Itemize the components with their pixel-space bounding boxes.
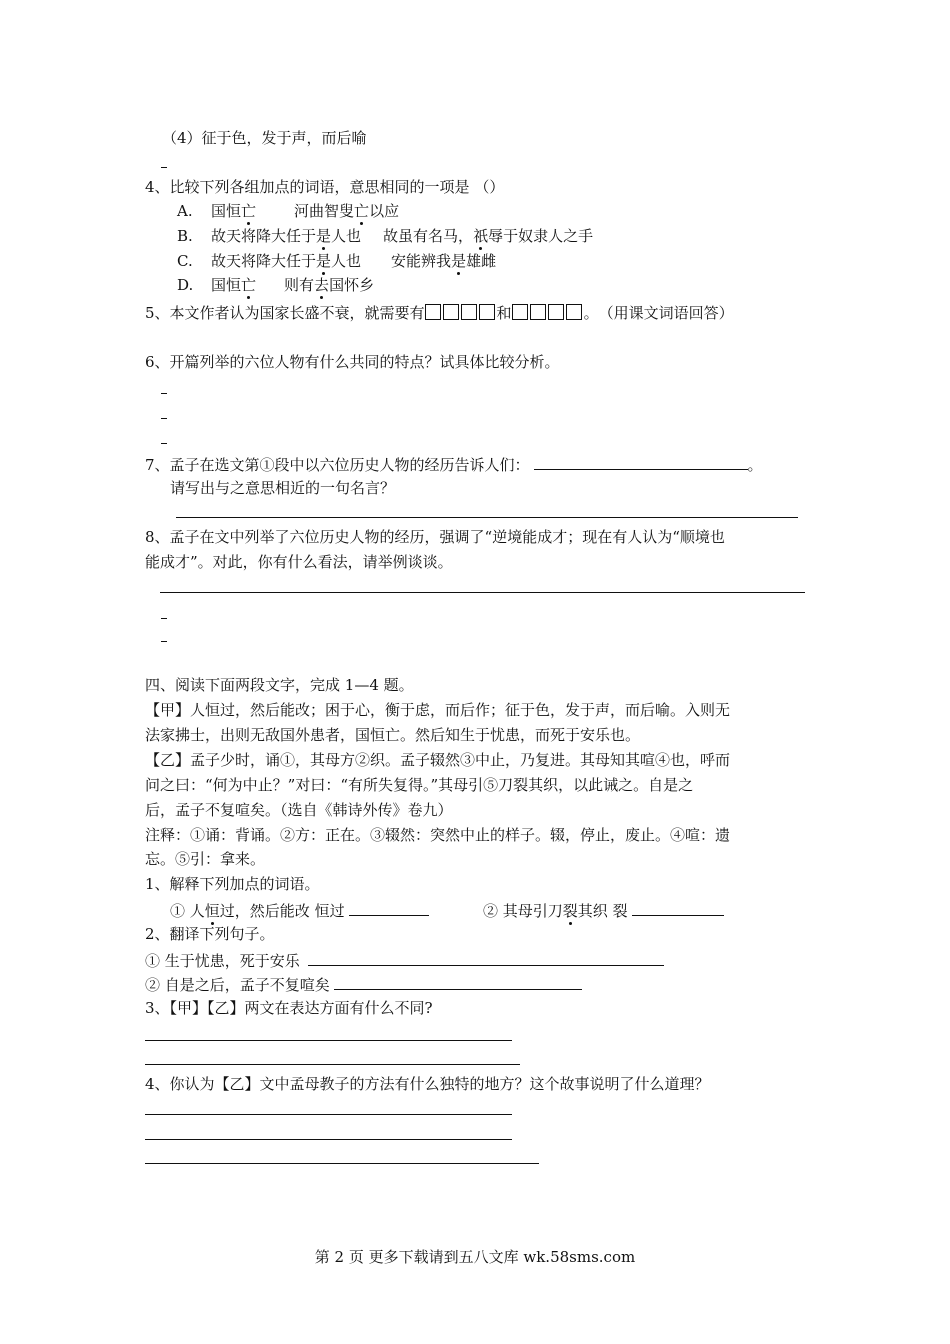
answer-line (160, 592, 805, 593)
q8-line-2: 能成才”。对此，你有什么看法，请举例谈谈。 (145, 553, 453, 571)
answer-dash (161, 393, 167, 394)
q4-option-c: C. 故天将降大任于是人也 安能辨我是雄雌 (177, 252, 497, 270)
q8-line-1: 8、孟子在文中列举了六位历史人物的经历，强调了“逆境能成才；现在有人认为“顺境也 (145, 528, 725, 546)
answer-line (176, 517, 798, 518)
answer-line (145, 1114, 512, 1115)
passage-yi-line-3: 后，孟子不复喧矣。（选自《韩诗外传》卷九） (145, 801, 453, 819)
answer-dash (161, 618, 167, 619)
answer-line (145, 1163, 539, 1164)
answer-dash (161, 418, 167, 419)
sub-q2-item-2: ② 自是之后，孟子不复喧矣 (145, 973, 582, 995)
passage-jia-line-2: 法家拂士，出则无敌国外患者，国恒亡。然后知生于忧患，而死于安乐也。 (145, 726, 641, 744)
section-4-title: 四、阅读下面两段文字，完成 1—4 题。 (145, 676, 414, 694)
q3-item-4: （4）征于色，发于声，而后喻 (162, 129, 367, 147)
q7-line-1: 7、孟子在选文第①段中以六位历史人物的经历告诉人们： 。 (145, 453, 763, 475)
q4-option-b: B. 故天将降大任于是人也 故虽有名马，祇辱于奴隶人之手 (177, 227, 594, 245)
q4-option-a: A. 国恒亡 河曲智叟亡以应 (177, 202, 400, 220)
sub-q1: 1、解释下列加点的词语。 (145, 875, 320, 893)
answer-dash (161, 641, 167, 642)
page-footer: 第 2 页 更多下载请到五八文库 wk.58sms.com (314, 1248, 636, 1266)
answer-line (145, 1064, 520, 1065)
q4-stem: 4、比较下列各组加点的词语，意思相同的一项是 （） (145, 178, 505, 196)
passage-yi-line-1: 【乙】孟子少时，诵①，其母方②织。孟子辍然③中止，乃复进。其母知其喧④也，呼而 (145, 751, 731, 769)
q6: 6、开篇列举的六位人物有什么共同的特点？试具体比较分析。 (145, 353, 560, 371)
q5: 5、本文作者认为国家长盛不衰，就需要有 和 。 （用课文词语回答） (145, 304, 734, 322)
q7-line-2: 请写出与之意思相近的一句名言？ (170, 479, 396, 497)
answer-line (145, 1139, 512, 1140)
notes-line-1: 注释：①诵：背诵。②方：正在。③辍然：突然中止的样子。辍，停止，废止。④喧：遗 (145, 826, 731, 844)
answer-dash (161, 443, 167, 444)
passage-jia-line-1: 【甲】人恒过，然后能改；困于心，衡于虑，而后作；征于色，发于声，而后喻。入则无 (145, 701, 731, 719)
sub-q2-item-1: ① 生于忧患，死于安乐 (145, 949, 664, 971)
sub-q1-item-1: ① 人恒过，然后能改 恒过 (170, 899, 429, 921)
sub-q4: 4、你认为【乙】文中孟母教子的方法有什么独特的地方？这个故事说明了什么道理？ (145, 1075, 710, 1093)
answer-line (145, 1040, 512, 1041)
sub-q2: 2、翻译下列句子。 (145, 925, 275, 943)
notes-line-2: 忘。⑤引：拿来。 (145, 850, 266, 868)
q4-option-d: D. 国恒亡 则有去国怀乡 (177, 276, 375, 294)
passage-yi-line-2: 问之曰：“何为中止？”对曰：“有所失复得。”其母引⑤刀裂其织，以此诫之。自是之 (145, 776, 694, 794)
sub-q1-item-2: ② 其母引刀裂其织 裂 (483, 899, 724, 921)
answer-dash (161, 167, 167, 168)
sub-q3: 3、【甲】【乙】两文在表达方面有什么不同? (145, 999, 433, 1017)
